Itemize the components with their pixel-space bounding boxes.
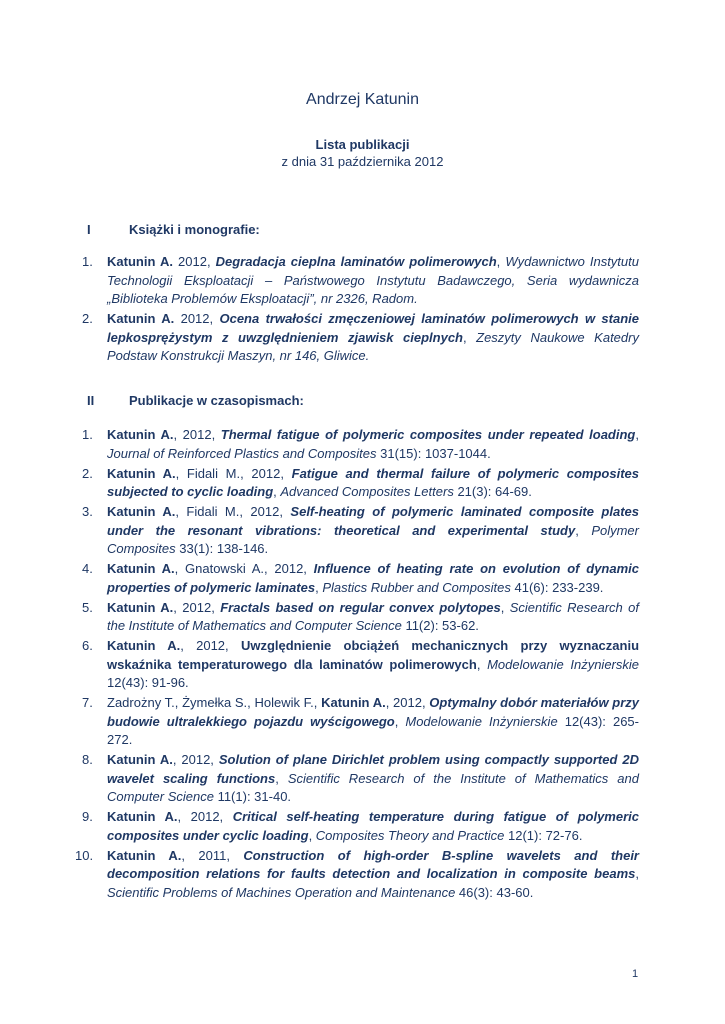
- list-item: 6. Katunin A., 2012, Uwzględnienie obciążeń mechanicznych przy wyznaczaniu wskaźnika temperaturowego dla laminatów polimerowych, Modelowanie Inżynierskie 12(43): 91-96.: [82, 638, 640, 690]
- section-title: Publikacje w czasopismach:: [129, 393, 304, 408]
- section-heading-books: [87, 222, 260, 237]
- list-item: 8. Katunin A., 2012, Solution of plane Dirichlet problem using compactly supported 2D wavelet scaling functions, Scientific Research of the Institute of Mathematics and Computer Science 11(1): 31-40.: [82, 752, 639, 804]
- list-date: z dnia 31 października 2012: [281, 154, 444, 169]
- list-item: 1. Katunin A. 2012, Degradacja cieplna laminatów polimerowych, Wydawnictwo Instytutu Technologii Eksploatacji – Państwowego Instytutu Badawczego, Seria wydawnicza „Biblioteka Problemów Eksploatacji”, nr 2326, Radom.: [82, 254, 639, 306]
- list-item: 2. Katunin A. 2012, Ocena trwałości zmęczeniowej laminatów polimerowych w stanie lepkosprężystym z uwzględnieniem zjawisk cieplnych, Zeszyty Naukowe Katedry Podstaw Konstrukcji Maszyn, nr 146, Gliwice.: [82, 311, 640, 363]
- section-number: II: [87, 393, 95, 408]
- list-item: 4. Katunin A., Gnatowski A., 2012, Influence of heating rate on evolution of dynamic properties of polymeric laminates, Plastics Rubber and Composites 41(6): 233-239.: [82, 561, 639, 595]
- list-item: 2. Katunin A., Fidali M., 2012, Fatigue and thermal failure of polymeric composites subjected to cyclic loading, Advanced Composites Letters 21(3): 64-69.: [82, 465, 639, 499]
- section-heading-journals: [87, 393, 304, 408]
- list-item: 7. Zadrożny T., Żymełka S., Holewik F., Katunin A., 2012, Optymalny dobór materiałów przy budowie ultralekkiego pojazdu wyścigowego, Modelowanie Inżynierskie 12(43): 265-272.: [82, 695, 640, 747]
- page-number: 1: [632, 968, 639, 980]
- list-item: 3. Katunin A., Fidali M., 2012, Self-heating of polymeric laminated composite plates under the resonant vibrations: theoretical and experimental study, Polymer Composites 33(1): 138-146.: [82, 504, 640, 556]
- section-title: Książki i monografie:: [129, 222, 260, 237]
- list-title: Lista publikacji: [315, 137, 410, 152]
- author-name: Andrzej Katunin: [306, 91, 419, 108]
- list-item: 10. Katunin A., 2011, Construction of high-order B-spline wavelets and their decomposition relations for faults detection and localization in composite beams, Scientific Problems of Machines Operation and Maintenance 46(3): 43-60.: [75, 847, 639, 900]
- list-item: 9. Katunin A., 2012, Critical self-heating temperature during fatigue of polymeric composites under cyclic loading, Composites Theory and Practice 12(1): 72-76.: [82, 809, 639, 843]
- journals-list: [75, 426, 640, 904]
- books-list: [82, 253, 639, 367]
- list-item: 1. Katunin A., 2012, Thermal fatigue of polymeric composites under repeated loading, Journal of Reinforced Plastics and Composites 31(15): 1037-1044.: [82, 427, 639, 461]
- section-number: I: [87, 222, 91, 237]
- list-item: 5. Katunin A., 2012, Fractals based on regular convex polytopes, Scientific Research of the Institute of Mathematics and Computer Science 11(2): 53-62.: [82, 599, 639, 633]
